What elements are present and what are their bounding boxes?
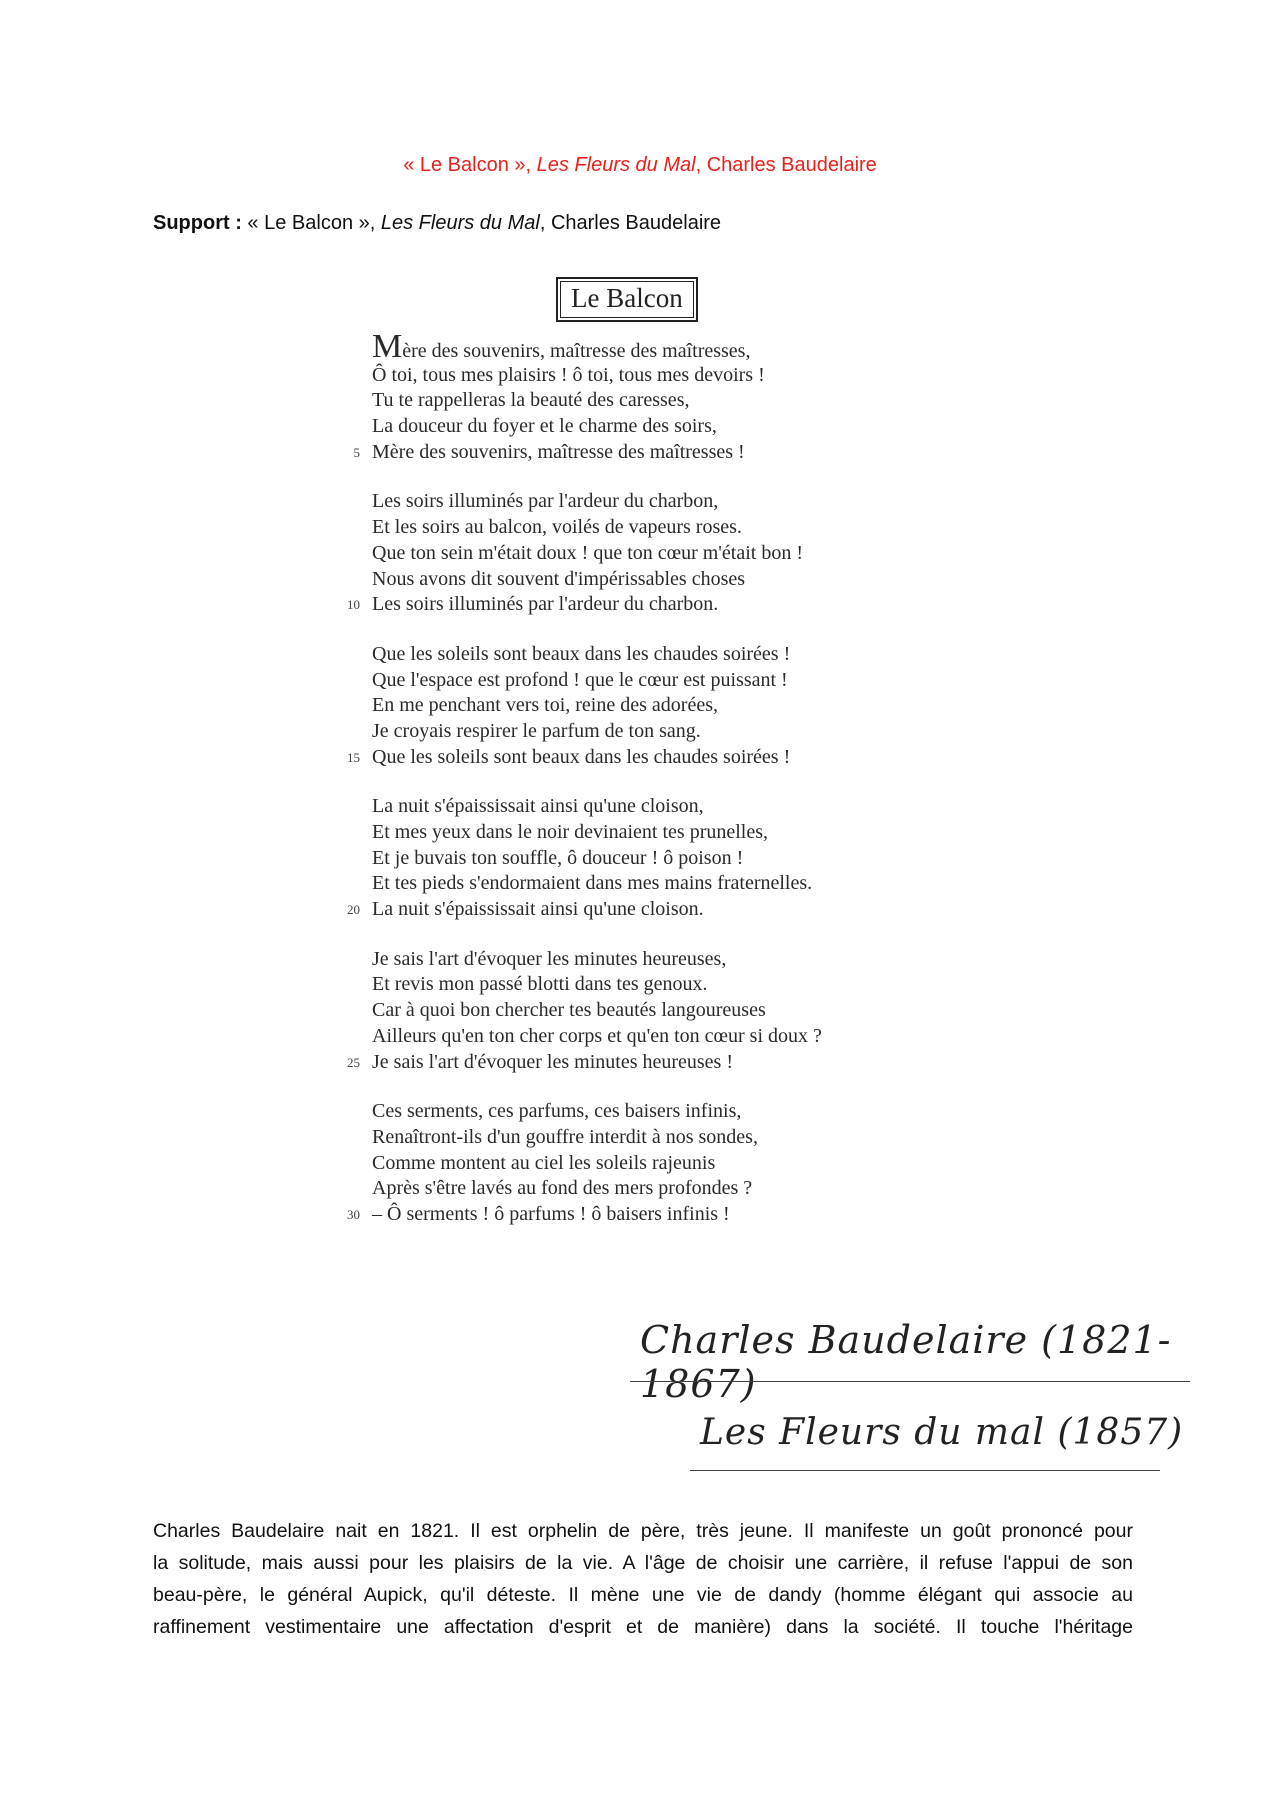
support-line — [153, 212, 721, 235]
verse-text: Et revis mon passé blotti dans tes genoux. — [372, 973, 708, 996]
poem-stanza — [330, 642, 930, 770]
support-text-part1: « Le Balcon », — [241, 212, 381, 234]
verse-text: La douceur du foyer et le charme des soirs, — [372, 415, 717, 438]
verse-text: Après s'être lavés au fond des mers profondes ? — [372, 1177, 753, 1200]
verse-text: Nous avons dit souvent d'impérissables choses — [372, 567, 746, 590]
poem-title-box — [556, 277, 698, 322]
verse-number: 10 — [347, 597, 360, 613]
verse-text: Tu te rappelleras la beauté des caresses, — [372, 389, 690, 412]
verse-text: Que les soleils sont beaux dans les chaudes soirées ! — [372, 745, 791, 768]
biography-line: raffinement vestimentaire une affectation d'esprit et de manière) dans la société. Il touche l'héritage — [153, 1616, 1133, 1638]
verse-text: Ô toi, tous mes plaisirs ! ô toi, tous mes devoirs ! — [372, 363, 765, 386]
poem-verse — [330, 794, 930, 820]
poem-verse — [330, 567, 930, 593]
poem-verse — [330, 592, 930, 618]
poem-verse — [330, 871, 930, 897]
verse-number: 20 — [347, 902, 360, 918]
poem-verse — [330, 745, 930, 771]
poem-verse — [330, 1099, 930, 1125]
poem-title: Le Balcon — [560, 281, 694, 318]
handwritten-book-line: Les Fleurs du mal (1857) — [700, 1412, 1184, 1453]
poem-verse — [330, 541, 930, 567]
poem-verse — [330, 1176, 930, 1202]
verse-text: Je sais l'art d'évoquer les minutes heureuses, — [372, 947, 727, 970]
poem-verse — [330, 440, 930, 466]
verse-text: Je sais l'art d'évoquer les minutes heureuses ! — [372, 1050, 733, 1073]
handwritten-underline — [630, 1381, 1190, 1382]
verse-text: Ces serments, ces parfums, ces baisers infinis, — [372, 1100, 742, 1123]
poem-verse — [330, 972, 930, 998]
verse-number: 15 — [347, 749, 360, 765]
poem-stanza — [330, 947, 930, 1075]
poem-verse — [330, 414, 930, 440]
support-text-part2: , Charles Baudelaire — [539, 212, 722, 234]
header-title-part2: , Charles Baudelaire — [695, 154, 877, 176]
poem-verse — [330, 1125, 930, 1151]
verse-text: Comme montent au ciel les soleils rajeunis — [372, 1151, 716, 1174]
verse-text: Que l'espace est profond ! que le cœur est puissant ! — [372, 668, 788, 691]
verse-text: En me penchant vers toi, reine des adorées, — [372, 694, 718, 717]
verse-text: Renaîtront-ils d'un gouffre interdit à nos sondes, — [372, 1125, 758, 1148]
verse-text: Ailleurs qu'en ton cher corps et qu'en ton cœur si doux ? — [372, 1024, 822, 1047]
poem-verse — [330, 1151, 930, 1177]
page-header-title — [0, 154, 1280, 177]
support-label: Support : — [153, 212, 242, 234]
poem-stanza — [330, 794, 930, 922]
header-title-part1: « Le Balcon », — [403, 154, 537, 176]
verse-text: La nuit s'épaississait ainsi qu'une cloison. — [372, 898, 704, 921]
poem-verse — [330, 719, 930, 745]
verse-text: Que les soleils sont beaux dans les chaudes soirées ! — [372, 642, 791, 665]
poem-verse — [330, 947, 930, 973]
verse-text: Les soirs illuminés par l'ardeur du charbon. — [372, 593, 719, 616]
verse-number: 25 — [347, 1054, 360, 1070]
verse-text: La nuit s'épaississait ainsi qu'une cloison, — [372, 795, 704, 818]
handwritten-author-line: Charles Baudelaire (1821-1867) — [640, 1318, 1172, 1406]
poem-verse — [330, 897, 930, 923]
verse-number: 30 — [347, 1206, 360, 1222]
verse-text: Je croyais respirer le parfum de ton sang. — [372, 719, 701, 742]
verse-text: Et tes pieds s'endormaient dans mes mains fraternelles. — [372, 872, 813, 895]
poem-verse — [330, 515, 930, 541]
poem-verse — [330, 820, 930, 846]
poem-verse — [330, 328, 930, 365]
biography-line: la solitude, mais aussi pour les plaisirs de la vie. A l'âge de choisir une carrière, il refuse l'appui de son — [153, 1552, 1133, 1574]
header-title-italic: Les Fleurs du Mal — [536, 154, 696, 176]
poem-verse — [330, 668, 930, 694]
verse-text: Et mes yeux dans le noir devinaient tes prunelles, — [372, 821, 769, 843]
verse-text: Mère des souvenirs, maîtresse des maîtresses, — [372, 328, 751, 365]
verse-text: Car à quoi bon chercher tes beautés langoureuses — [372, 999, 766, 1022]
support-text-italic: Les Fleurs du Mal — [380, 212, 540, 234]
poem-verse — [330, 489, 930, 515]
poem-text — [330, 328, 930, 1252]
poem-stanza — [330, 328, 930, 465]
poem-verse — [330, 846, 930, 872]
verse-text: Et je buvais ton souffle, ô douceur ! ô poison ! — [372, 846, 744, 869]
verse-text: – Ô serments ! ô parfums ! ô baisers infinis ! — [372, 1202, 730, 1225]
biography-line: Charles Baudelaire nait en 1821. Il est orphelin de père, très jeune. Il manifeste un goût prononcé pour — [153, 1520, 1133, 1542]
verse-text: Et les soirs au balcon, voilés de vapeurs roses. — [372, 516, 742, 539]
poem-verse — [330, 363, 930, 389]
verse-text: Les soirs illuminés par l'ardeur du charbon, — [372, 490, 719, 513]
poem-stanza — [330, 1099, 930, 1227]
poem-verse — [330, 693, 930, 719]
verse-number: 5 — [353, 444, 360, 460]
handwritten-underline — [690, 1470, 1160, 1471]
verse-text: Que ton sein m'était doux ! que ton cœur m'était bon ! — [372, 541, 803, 564]
poem-stanza — [330, 489, 930, 617]
poem-verse — [330, 388, 930, 414]
poem-verse — [330, 998, 930, 1024]
verse-text: Mère des souvenirs, maîtresse des maîtresses ! — [372, 440, 745, 463]
poem-verse — [330, 1202, 930, 1228]
biography-paragraph — [153, 1515, 1133, 1643]
poem-verse — [330, 642, 930, 668]
poem-verse — [330, 1024, 930, 1050]
biography-line: beau-père, le général Aupick, qu'il déteste. Il mène une vie de dandy (homme élégant qui associe au — [153, 1584, 1133, 1606]
poem-verse — [330, 1050, 930, 1076]
